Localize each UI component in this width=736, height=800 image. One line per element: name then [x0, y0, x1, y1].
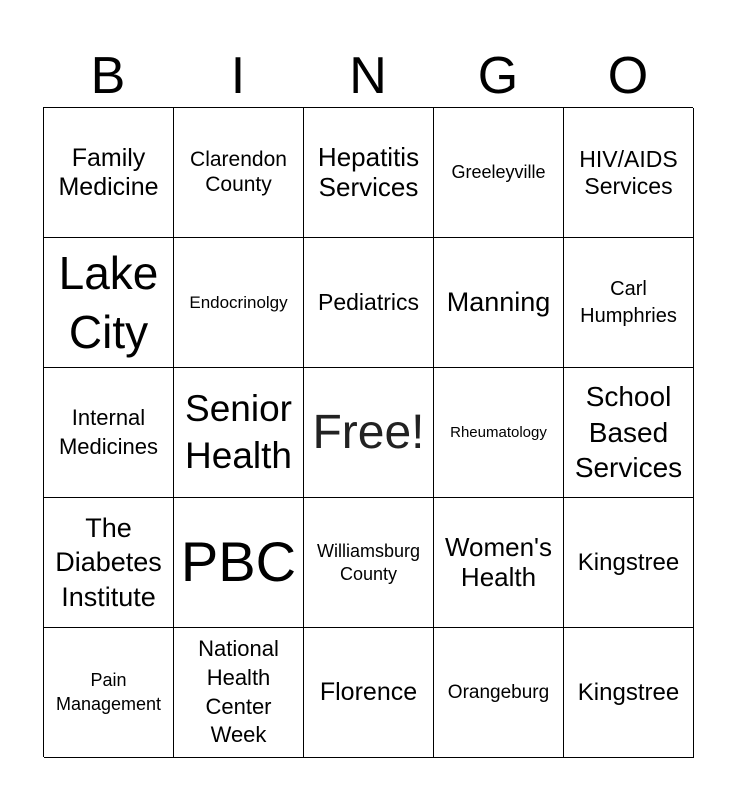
bingo-cell: Pediatrics — [304, 238, 434, 368]
bingo-header — [43, 44, 693, 108]
bingo-cell: Florence — [304, 628, 434, 758]
bingo-cell: Rheumatology — [434, 368, 564, 498]
bingo-cell: Women's Health — [434, 498, 564, 628]
bingo-cell: Pain Management — [44, 628, 174, 758]
free-space-cell: Free! — [304, 368, 434, 498]
header-letter-o: O — [607, 47, 649, 105]
bingo-cell: Williamsburg County — [304, 498, 434, 628]
bingo-cell: Hepatitis Services — [304, 108, 434, 238]
bingo-cell: Manning — [434, 238, 564, 368]
bingo-cell: Kingstree — [564, 628, 694, 758]
bingo-cell: Carl Humphries — [564, 238, 694, 368]
bingo-cell: Orangeburg — [434, 628, 564, 758]
bingo-cell: National Health Center Week — [174, 628, 304, 758]
bingo-cell: Family Medicine — [44, 108, 174, 238]
bingo-cell: Greeleyville — [434, 108, 564, 238]
bingo-cell: PBC — [174, 498, 304, 628]
header-letter-i: I — [230, 47, 246, 105]
bingo-cell: Clarendon County — [174, 108, 304, 238]
bingo-cell: Internal Medicines — [44, 368, 174, 498]
bingo-cell: Senior Health — [174, 368, 304, 498]
header-letter-b: B — [90, 47, 126, 105]
bingo-cell: Kingstree — [564, 498, 694, 628]
bingo-cell: The Diabetes Institute — [44, 498, 174, 628]
bingo-cell: Lake City — [44, 238, 174, 368]
header-letter-g: G — [477, 47, 519, 105]
bingo-cell: HIV/AIDS Services — [564, 108, 694, 238]
bingo-cell: Endocrinolgy — [174, 238, 304, 368]
header-letter-n: N — [349, 47, 387, 105]
bingo-grid — [43, 107, 693, 757]
bingo-cell: School Based Services — [564, 368, 694, 498]
